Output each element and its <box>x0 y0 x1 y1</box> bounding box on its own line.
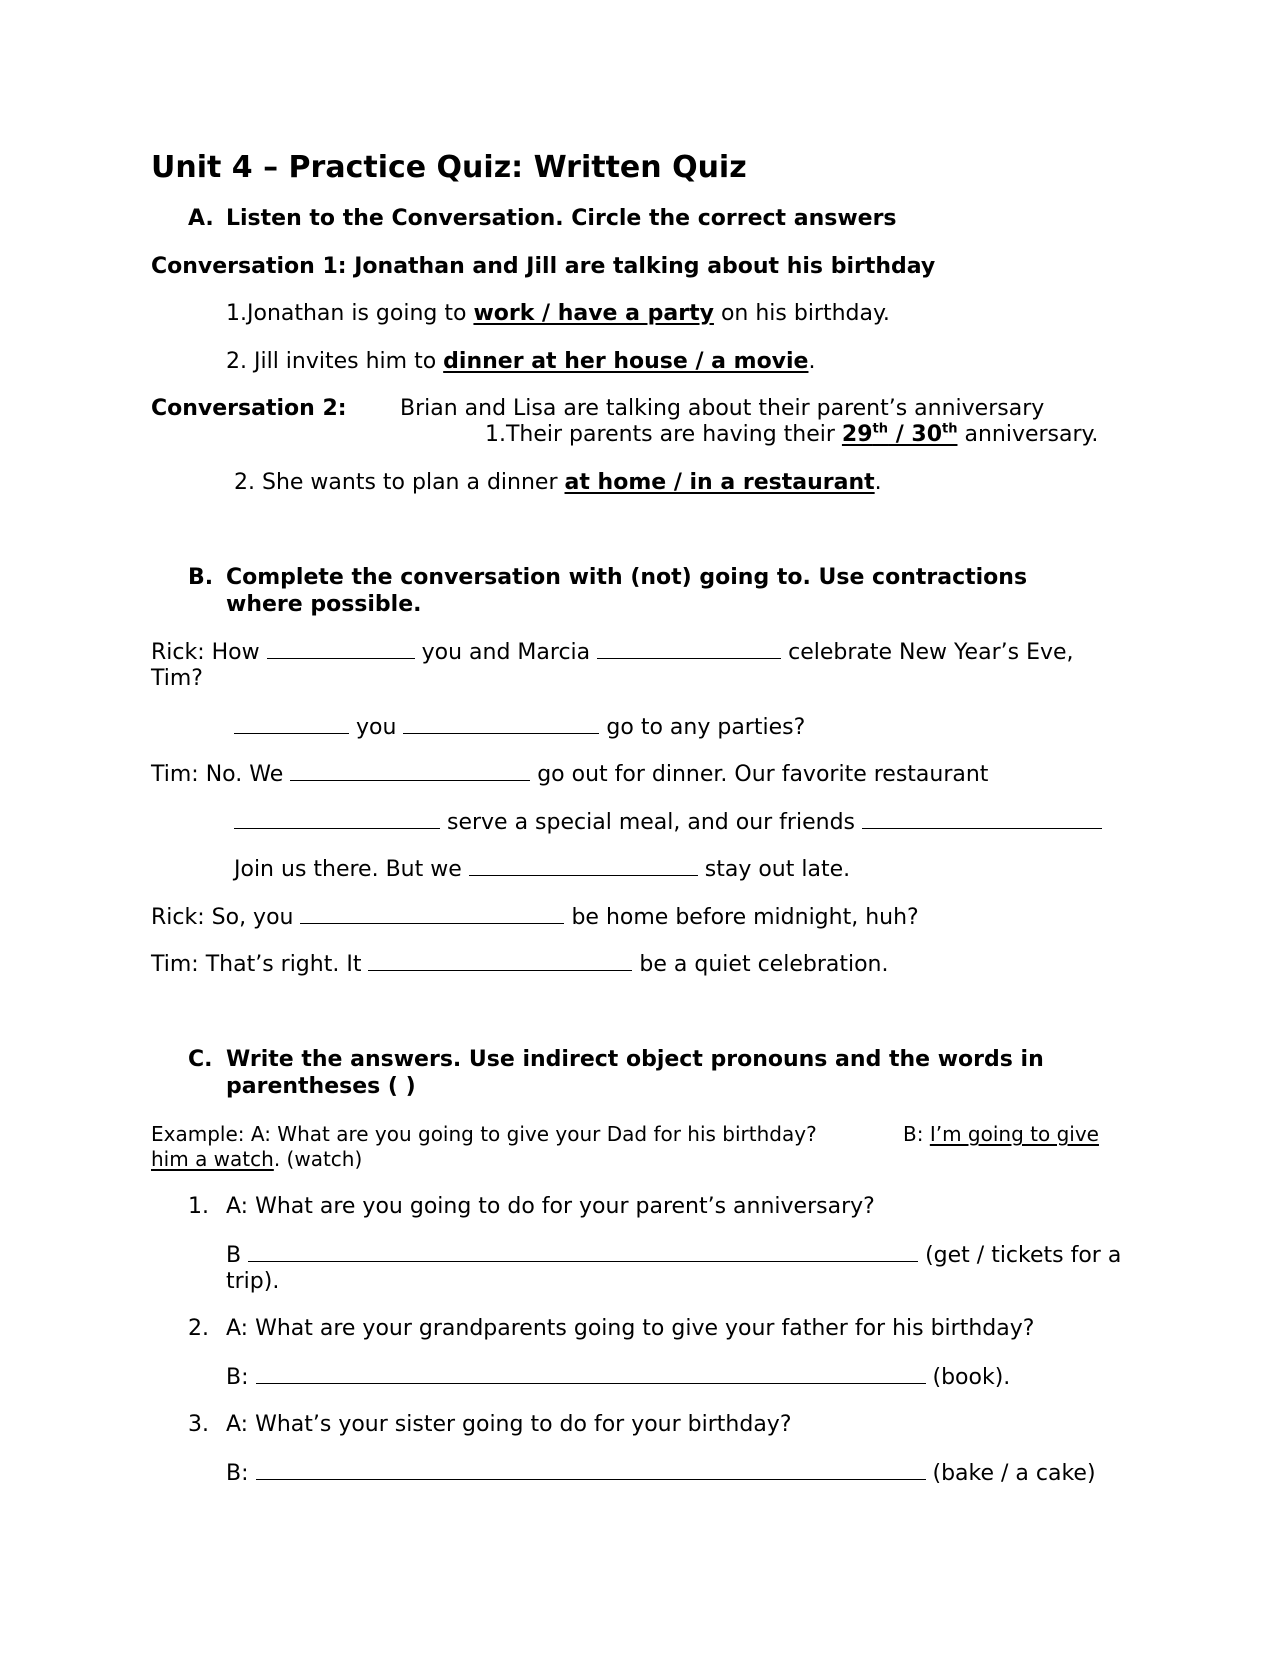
page-title: Unit 4 – Practice Quiz: Written Quiz <box>151 150 747 185</box>
item-question: A: What are you going to do for your parent’s anniversary? <box>226 1194 875 1219</box>
dialogue-line-2: you go to any parties? <box>234 713 805 741</box>
dialogue-line-6: Rick: So, you be home before midnight, huh? <box>151 905 919 930</box>
item-question: A: What’s your sister going to do for your birthday? <box>226 1412 792 1437</box>
item-hint-cont: trip). <box>226 1269 280 1294</box>
answer-blank[interactable] <box>248 1241 918 1262</box>
answer-choice[interactable]: dinner at her house / a movie <box>443 349 809 374</box>
item-number: 1. <box>188 1194 209 1219</box>
dialogue-line-4: serve a special meal, and our friends <box>234 808 1102 836</box>
fill-blank[interactable] <box>300 903 564 924</box>
fill-blank[interactable] <box>267 638 415 659</box>
conv1-question-2: 2. Jill invites him to dinner at her house / a movie. <box>226 349 816 374</box>
fill-blank[interactable] <box>862 808 1102 829</box>
dialogue-line-3: Tim: No. We go out for dinner. Our favorite restaurant <box>151 762 989 787</box>
conv2-question-2: 2. She wants to plan a dinner at home / in a restaurant. <box>234 470 882 495</box>
example-answer-cont: him a watch. (watch) <box>151 1147 363 1171</box>
conv1-question-1: 1.Jonathan is going to work / have a party on his birthday. <box>226 301 890 326</box>
conversation-1-heading: Conversation 1: Jonathan and Jill are talking about his birthday <box>151 254 936 279</box>
item-answer-line: B: (bake / a cake) <box>226 1461 1096 1486</box>
fill-blank[interactable] <box>469 855 698 876</box>
item-answer-line: B (get / tickets for a <box>226 1243 1122 1268</box>
answer-blank[interactable] <box>256 1459 926 1480</box>
fill-blank[interactable] <box>234 808 440 829</box>
item-answer-line: B: (book). <box>226 1365 1011 1390</box>
conv2-question-1: 1.Their parents are having their 29th / 30th anniversary. <box>485 421 1099 447</box>
answer-choice[interactable]: work / have a party <box>473 301 714 326</box>
answer-blank[interactable] <box>256 1363 926 1384</box>
answer-choice[interactable]: at home / in a restaurant <box>564 470 875 495</box>
answer-choice[interactable]: 29th / 30th <box>841 421 958 447</box>
section-a-letter: A. <box>188 206 214 231</box>
fill-blank[interactable] <box>290 760 530 781</box>
example-question: Example: A: What are you going to give your Dad for his birthday? <box>151 1122 817 1146</box>
section-a-heading: Listen to the Conversation. Circle the correct answers <box>226 206 897 231</box>
section-b-letter: B. <box>188 565 214 590</box>
item-number: 2. <box>188 1316 209 1341</box>
dialogue-line-1: Rick: How you and Marcia celebrate New Year’s Eve, <box>151 640 1074 665</box>
item-question: A: What are your grandparents going to give your father for his birthday? <box>226 1316 1035 1341</box>
section-b-heading: Complete the conversation with (not) going to. Use contractions where possible. <box>226 565 1028 617</box>
dialogue-line-7: Tim: That’s right. It be a quiet celebration. <box>151 952 889 977</box>
conversation-2-description: Brian and Lisa are talking about their parent’s anniversary <box>400 396 1045 421</box>
section-c-heading: Write the answers. Use indirect object pronouns and the words in parentheses ( ) <box>226 1047 1044 1099</box>
fill-blank[interactable] <box>597 638 781 659</box>
dialogue-line-5: Join us there. But we stay out late. <box>234 857 851 882</box>
dialogue-line-1-cont: Tim? <box>151 666 203 691</box>
item-number: 3. <box>188 1412 209 1437</box>
example-answer: B: I’m going to give <box>903 1122 1099 1146</box>
fill-blank[interactable] <box>234 713 349 734</box>
fill-blank[interactable] <box>403 713 599 734</box>
fill-blank[interactable] <box>368 950 632 971</box>
conversation-2-label: Conversation 2: <box>151 396 347 421</box>
section-c-letter: C. <box>188 1047 213 1072</box>
